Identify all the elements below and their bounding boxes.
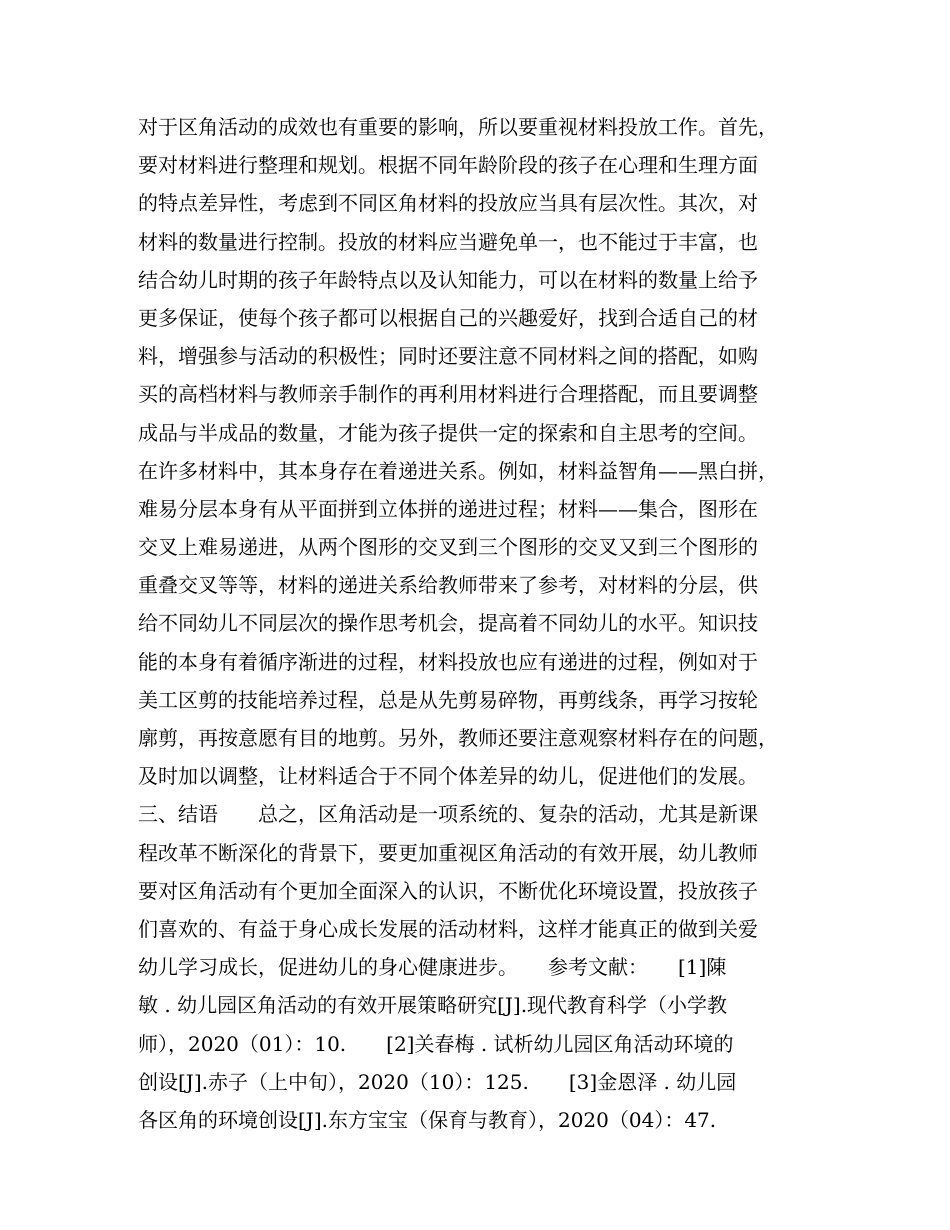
text-line: 交叉上难易递进，从两个图形的交叉到三个图形的交叉又到三个图形的 [138,535,758,560]
text-line: 难易分层本身有从平面拼到立体拼的递进过程；材料——集合，图形在 [138,496,758,521]
text-line: 的特点差异性，考虑到不同区角材料的投放应当具有层次性。其次，对 [138,191,758,216]
references-line: 创设[J].赤子（上中旬），2020（10）：125. [3]金恩泽 . 幼儿园 [138,1069,737,1094]
text-line: 买的高档材料与教师亲手制作的再利用材料进行合理搭配，而且要调整 [138,382,758,407]
text-line: 廓剪，再按意愿有目的地剪。另外，教师还要注意观察材料存在的问题， [138,726,778,750]
body-text [138,108,838,1139]
references-line: 敏 . 幼儿园区角活动的有效开展策略研究[J].现代教育科学（小学教 [138,993,728,1018]
text-line: 料，增强参与活动的积极性；同时还要注意不同材料之间的搭配，如购 [138,344,758,369]
text-line: 们喜欢的、有益于身心成长发展的活动材料，这样才能真正的做到关爱 [138,916,758,941]
text-line: 材料的数量进行控制。投放的材料应当避免单一，也不能过于丰富，也 [138,229,758,254]
section-heading-line: 三、结语 总之，区角活动是一项系统的、复杂的活动，尤其是新课 [138,802,758,827]
text-line: 能的本身有着循序渐进的过程，材料投放也应有递进的过程，例如对于 [138,649,758,674]
text-line: 给不同幼儿不同层次的操作思考机会，提高着不同幼儿的水平。知识技 [138,611,758,636]
text-line: 在许多材料中，其本身存在着递进关系。例如，材料益智角——黑白拼， [138,458,778,483]
references-line: 各区角的环境创设[J].东方宝宝（保育与教育），2020（04）：47. [138,1107,717,1132]
references-line: 幼儿学习成长，促进幼儿的身心健康进步。 参考文献： [1]陳 [138,955,727,980]
text-line: 成品与半成品的数量，才能为孩子提供一定的探索和自主思考的空间。 [138,420,758,445]
text-line: 更多保证，使每个孩子都可以根据自己的兴趣爱好，找到合适自己的材 [138,305,758,330]
text-line: 要对材料进行整理和规划。根据不同年龄阶段的孩子在心理和生理方面 [138,153,758,178]
references-line: 师），2020（01）：10. [2]关春梅 . 试析幼儿园区角活动环境的 [138,1031,734,1056]
text-line: 美工区剪的技能培养过程，总是从先剪易碎物，再剪线条，再学习按轮 [138,687,758,712]
text-line: 重叠交叉等等，材料的递进关系给教师带来了参考，对材料的分层，供 [138,573,758,598]
text-line: 对于区角活动的成效也有重要的影响，所以要重视材料投放工作。首先， [138,115,778,139]
text-line: 结合幼儿时期的孩子年龄特点以及认知能力，可以在材料的数量上给予 [138,267,758,292]
text-line: 要对区角活动有个更加全面深入的认识，不断优化环境设置，投放孩子 [138,878,758,903]
text-line: 程改革不断深化的背景下，要更加重视区角活动的有效开展，幼儿教师 [138,840,758,865]
text-line: 及时加以调整，让材料适合于不同个体差异的幼儿，促进他们的发展。 [138,764,758,789]
